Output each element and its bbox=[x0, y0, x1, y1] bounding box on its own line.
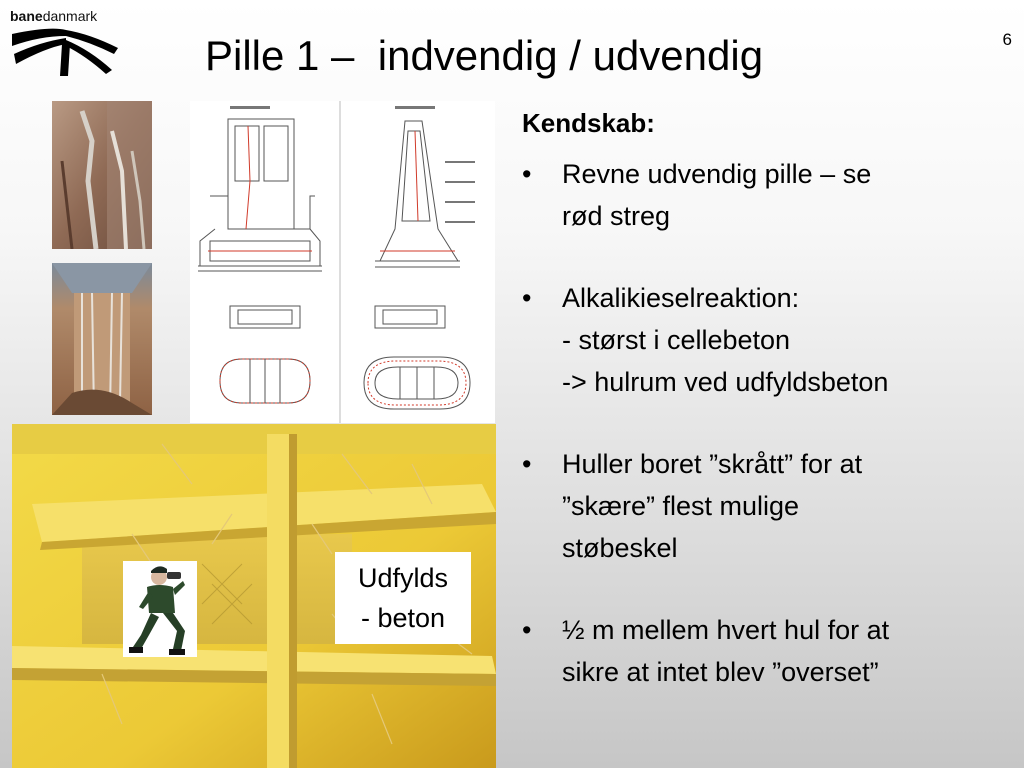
page-number: 6 bbox=[1002, 30, 1012, 49]
section-heading: Kendskab: bbox=[522, 108, 655, 138]
technical-drawing bbox=[190, 101, 495, 423]
bullet-dot-icon: • bbox=[522, 449, 532, 479]
bullet-list bbox=[522, 153, 1002, 693]
bullet-item: • ½ m mellem hvert hul for at sikre at intet blev ”overset” bbox=[522, 609, 1002, 693]
bullet-dot-icon: • bbox=[522, 615, 532, 645]
crack-photo-inner bbox=[52, 263, 152, 415]
bullet-item: • Huller boret ”skrått” for at ”skære” flest mulige støbeskel bbox=[522, 443, 1002, 569]
infill-concrete-label bbox=[335, 552, 471, 644]
slide-title: Pille 1 – indvendig / udvendig bbox=[205, 32, 764, 79]
banedanmark-logo bbox=[10, 8, 120, 83]
logo-track-icon bbox=[10, 24, 120, 79]
content-panel bbox=[522, 108, 1002, 733]
bullet-item: • Alkalikieselreaktion: - størst i cellebeton -> hulrum ved udfyldsbeton bbox=[522, 277, 1002, 403]
crack-photo-outer bbox=[52, 101, 152, 249]
infill-label-line2: - beton bbox=[360, 603, 446, 633]
bullet-dot-icon: • bbox=[522, 283, 532, 313]
logo-wordmark: banedanmark bbox=[10, 8, 98, 24]
infill-label-line1: Udfylds bbox=[357, 563, 449, 593]
bullet-dot-icon: • bbox=[522, 159, 532, 189]
bullet-item: • Revne udvendig pille – se rød streg bbox=[522, 153, 1002, 237]
binoculars-man-icon bbox=[123, 561, 197, 657]
